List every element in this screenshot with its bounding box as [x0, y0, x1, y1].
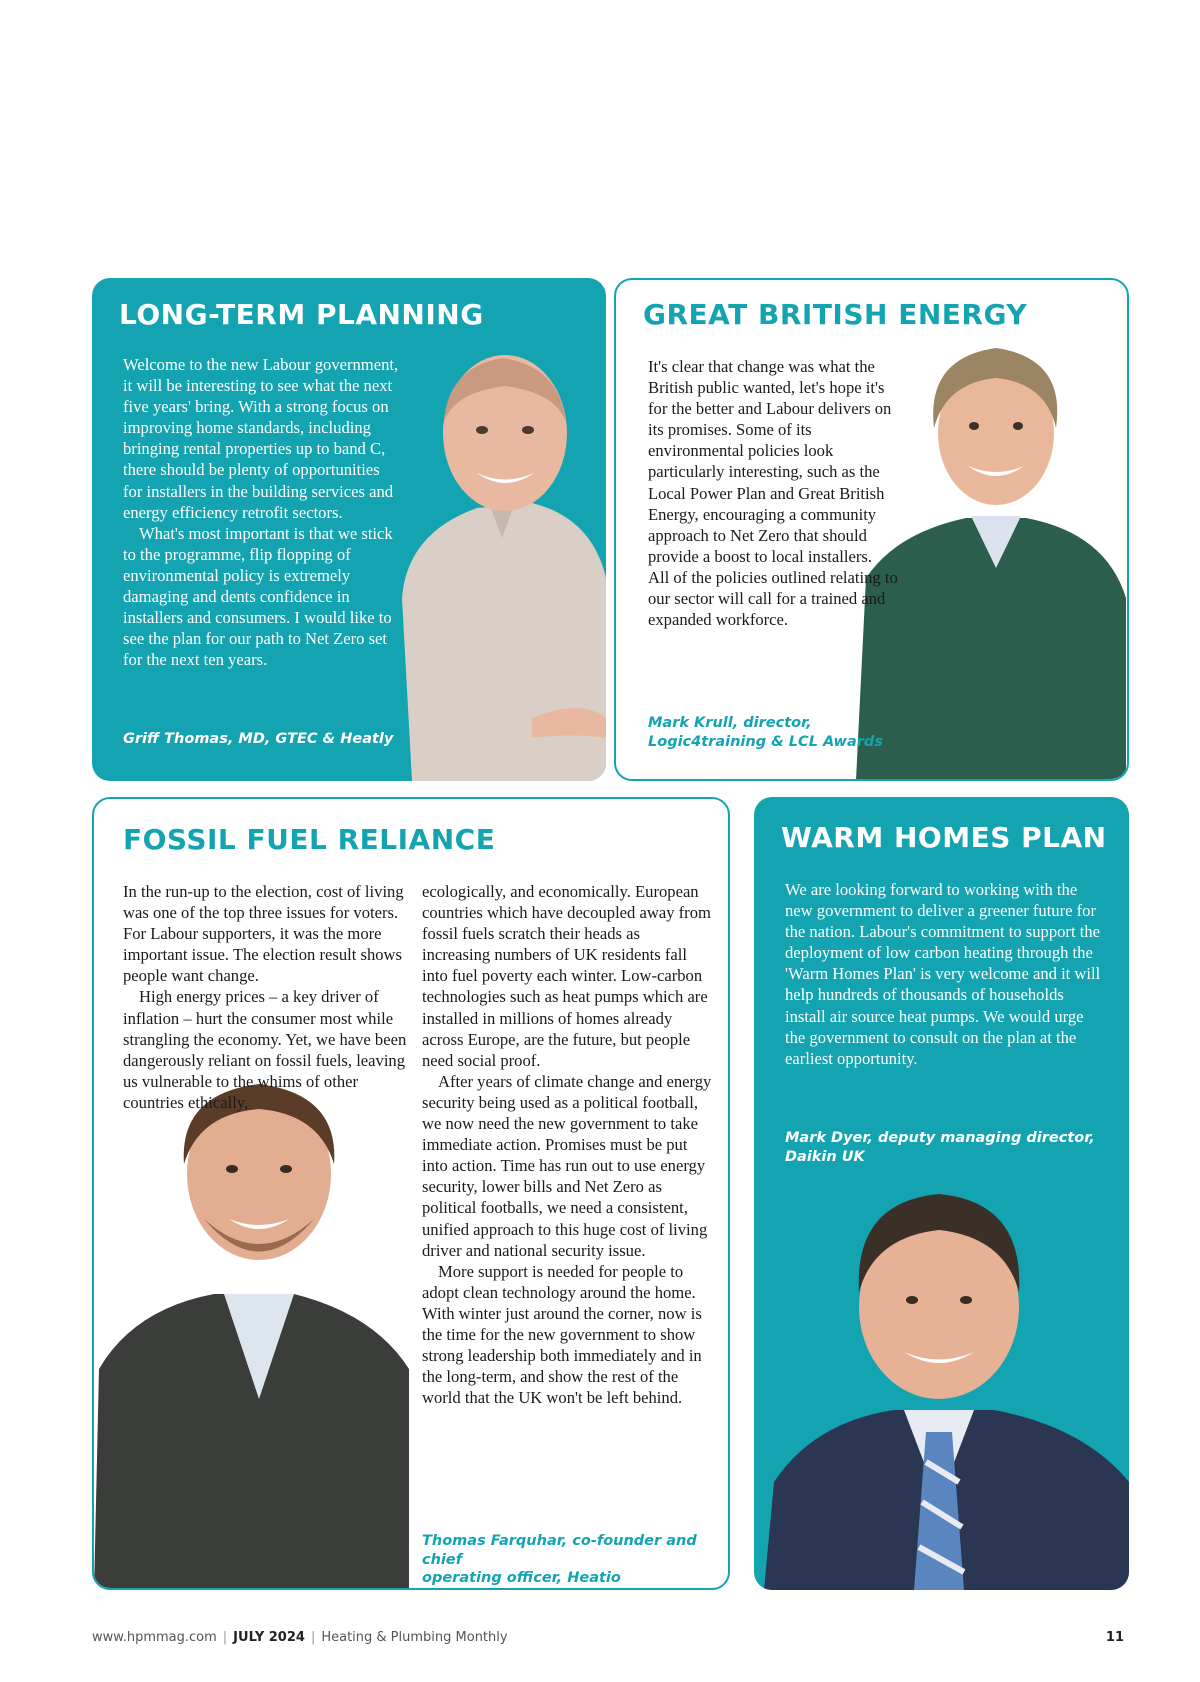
panel-body [648, 356, 898, 630]
column-2 [422, 881, 712, 1408]
panel-great-british-energy [614, 278, 1129, 781]
credit-line: Logic4training & LCL Awards [648, 733, 883, 750]
panel-fossil-fuel-reliance [92, 797, 730, 1590]
panel-heading: LONG-TERM PLANNING [119, 298, 484, 331]
portrait-griff-thomas [382, 338, 606, 781]
footer-website-link[interactable]: www.hpmmag.com [92, 1630, 217, 1645]
credit-line: operating officer, Heatio [422, 1570, 621, 1586]
panel-heading: GREAT BRITISH ENERGY [643, 298, 1028, 331]
panel-warm-homes-plan [754, 797, 1129, 1590]
panel-body [785, 879, 1105, 1069]
footer-publication: Heating & Plumbing Monthly [321, 1630, 508, 1645]
paragraph: More support is needed for people to adopt clean technology around the home. With winter just around the corner, now is the time for the new government to show strong leadership both immediately and in the long-term, and show the rest of the world that the UK won't be left behind. [422, 1261, 702, 1408]
panel-long-term-planning [92, 278, 606, 781]
credit-line: Thomas Farquhar, co-founder and chief [422, 1533, 697, 1568]
paragraph: All of the policies outlined relating to our sector will call for a trained and expanded workforce. [648, 567, 898, 630]
footer-issue: JULY 2024 [233, 1630, 305, 1645]
column-1 [123, 881, 409, 1113]
credit-line: Mark Dyer, deputy managing director, [785, 1130, 1095, 1146]
paragraph: After years of climate change and energy security being used as a political football, we now need the new government to take immediate action. Promises must be put into action. Time has run out to use energy security, lower bills and Net Zero as political footballs, we need a consistent, unified approach to this huge cost of living driver and national security issue. [422, 1071, 712, 1260]
page-footer [92, 1630, 1124, 1652]
author-credit [785, 1129, 1095, 1166]
author-credit [648, 714, 883, 751]
paragraph: Welcome to the new Labour government, it will be interesting to see what the next five years' bring. With a strong focus on improving home standards, including bringing rental properties up to band C, there should be plenty of opportunities for installers in the building services and energy efficiency retrofit sectors. [123, 355, 399, 522]
page-number: 11 [1105, 1630, 1124, 1645]
author-credit: Griff Thomas, MD, GTEC & Heatly [123, 731, 394, 747]
footer-separator: | [222, 1630, 228, 1645]
panel-heading: WARM HOMES PLAN [781, 821, 1107, 854]
paragraph: We are looking forward to working with the new government to deliver a greener future for the nation. Labour's commitment to support the deployment of low carbon heating through the 'Warm Homes Plan' is very welcome and it will help hundreds of thousands of households install air source heat pumps. We would urge the government to consult on the plan at the earliest opportunity. [785, 880, 1101, 1068]
portrait-thomas-farquhar [94, 1069, 414, 1590]
credit-line: Mark Krull, director, [648, 715, 812, 731]
portrait-mark-dyer [754, 1182, 1129, 1590]
paragraph: It's clear that change was what the British public wanted, let's hope it's for the better and Labour delivers on its promises. Some of its environmental policies look particularly interesting, such as the Local Power Plan and Great British Energy, encouraging a community approach to Net Zero that should provide a boost to local installers. [648, 357, 892, 566]
paragraph: What's most important is that we stick to the programme, flip flopping of environmental policy is extremely damaging and dents confidence in installers and consumers. I would like to see the plan for our path to Net Zero set for the next ten years. [123, 523, 393, 670]
paragraph: ecologically, and economically. European countries which have decoupled away from fossil fuels scratch their heads as increasing numbers of UK residents fall into fuel poverty each winter. Low-carbon technologies such as heat pumps which are installed in millions of homes already across Europe, are the future, but people need social proof. [422, 882, 711, 1070]
author-credit [422, 1532, 728, 1588]
footer-separator: | [310, 1630, 316, 1645]
panel-body [123, 354, 403, 670]
paragraph: High energy prices – a key driver of inflation – hurt the consumer most while strangling the economy. Yet, we have been dangerously reliant on fossil fuels, leaving us vulnerable to the whims of other countries ethically, [123, 987, 407, 1112]
paragraph: In the run-up to the election, cost of living was one of the top three issues for voters. For Labour supporters, it was the more important issue. The election result shows people want change. [123, 882, 404, 986]
panel-heading: FOSSIL FUEL RELIANCE [123, 823, 496, 856]
credit-line: Daikin UK [785, 1148, 865, 1165]
